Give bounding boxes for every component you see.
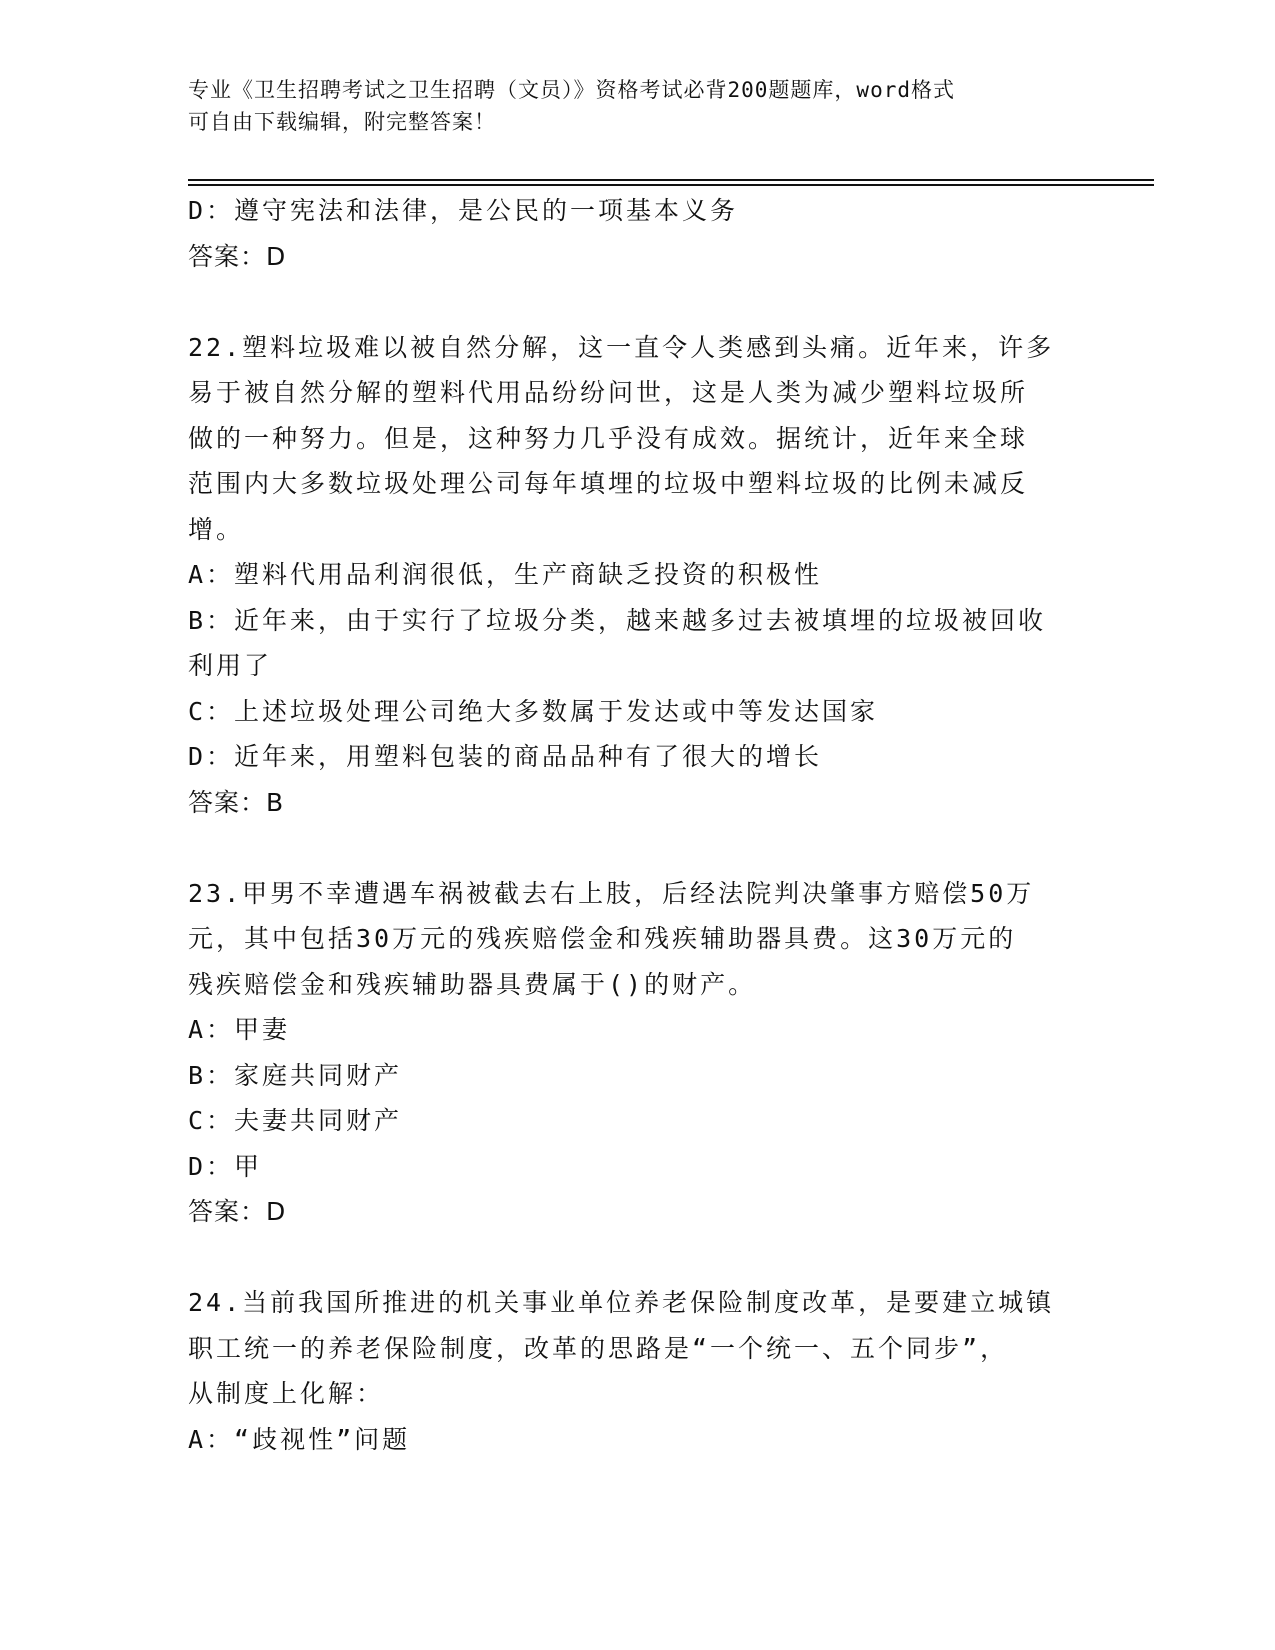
question-text-line: 元，其中包括30万元的残疾赔偿金和残疾辅助器具费。这30万元的 xyxy=(188,924,1017,953)
option-c: C：夫妻共同财产 xyxy=(188,1106,403,1135)
option-d: D：近年来，用塑料包装的商品品种有了很大的增长 xyxy=(188,742,823,771)
option-a: A：甲妻 xyxy=(188,1015,291,1044)
answer-line: 答案：B xyxy=(188,787,285,817)
question-text-line: 残疾赔偿金和残疾辅助器具费属于()的财产。 xyxy=(188,969,757,999)
option-b: B：家庭共同财产 xyxy=(188,1060,403,1090)
header-line-2: 可自由下载编辑，附完整答案！ xyxy=(188,110,496,134)
question-content xyxy=(188,188,1088,1462)
question-22 xyxy=(188,325,1088,826)
answer-line: 答案：D xyxy=(188,241,287,271)
question-text-line: 从制度上化解： xyxy=(188,1379,385,1408)
option-d: D：甲 xyxy=(188,1151,263,1181)
question-23 xyxy=(188,871,1088,1235)
question-text-line: 做的一种努力。但是，这种努力几乎没有成效。据统计，近年来全球 xyxy=(188,423,1029,453)
spacer xyxy=(188,1235,1088,1281)
question-text-line: 职工统一的养老保险制度，改革的思路是“一个统一、五个同步”， xyxy=(188,1333,1009,1363)
option-a: A：塑料代用品利润很低，生产商缺乏投资的积极性 xyxy=(188,560,823,589)
previous-question-tail xyxy=(188,188,1088,279)
question-24 xyxy=(188,1280,1088,1462)
header-divider-top xyxy=(188,179,1154,181)
answer-line: 答案：D xyxy=(188,1197,287,1226)
spacer xyxy=(188,825,1088,871)
question-text-line: 范围内大多数垃圾处理公司每年填埋的垃圾中塑料垃圾的比例未减反 xyxy=(188,469,1029,498)
option-a: A：“歧视性”问题 xyxy=(188,1424,411,1454)
option-b-continued: 利用了 xyxy=(188,651,273,680)
option-d: D：遵守宪法和法律，是公民的一项基本义务 xyxy=(188,196,739,225)
question-text-line: 23.甲男不幸遭遇车祸被截去右上肢，后经法院判决肇事方赔偿50万 xyxy=(188,878,1035,908)
document-header xyxy=(188,74,1068,138)
question-text-line: 易于被自然分解的塑料代用品纷纷问世，这是人类为减少塑料垃圾所 xyxy=(188,378,1029,407)
spacer xyxy=(188,279,1088,325)
option-b: B：近年来，由于实行了垃圾分类，越来越多过去被填埋的垃圾被回收 xyxy=(188,605,1047,635)
question-text-line: 增。 xyxy=(188,514,245,544)
header-divider-bottom xyxy=(188,184,1154,186)
header-line-1: 专业《卫生招聘考试之卫生招聘（文员）》资格考试必背200题题库，word格式 xyxy=(188,78,955,102)
option-c: C：上述垃圾处理公司绝大多数属于发达或中等发达国家 xyxy=(188,696,879,726)
question-text-line: 24.当前我国所推进的机关事业单位养老保险制度改革，是要建立城镇 xyxy=(188,1288,1055,1317)
question-text-line: 22.塑料垃圾难以被自然分解，这一直令人类感到头痛。近年来，许多 xyxy=(188,332,1055,362)
